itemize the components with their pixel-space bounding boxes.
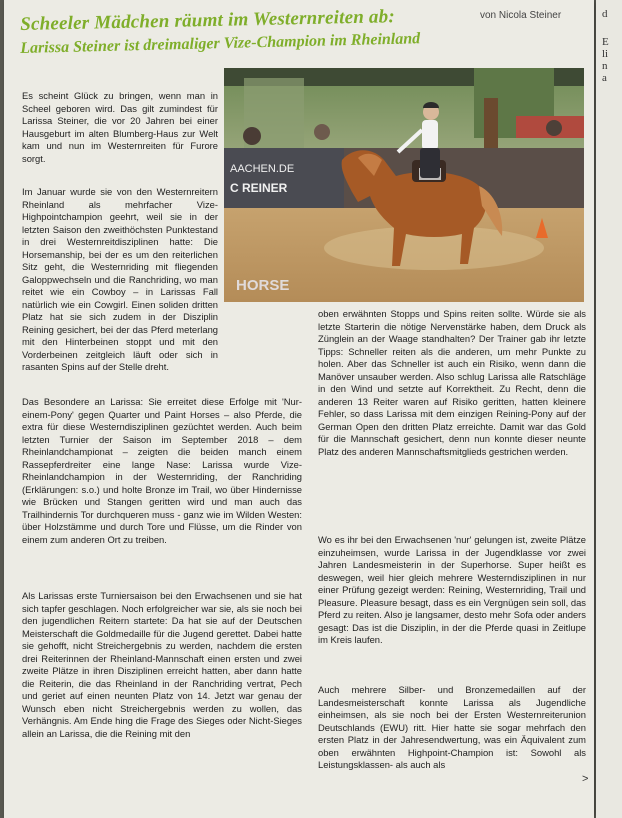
edge-char-4: n xyxy=(602,60,608,72)
subheadline: Larissa Steiner ist dreimaliger Vize-Champion im Rheinland xyxy=(20,30,421,57)
paragraph-1: Es scheint Glück zu bringen, wenn man in Scheel geboren wird. Das gilt zumindest für Larissa Steiner, die vor 20 Jahren bei einer Hausgeburt im alten Blumberg-Haus zur Welt kam und nun im Westernreiten für Furore sorgt. xyxy=(22,90,218,164)
edge-char-5: a xyxy=(602,72,607,84)
paragraph-5: oben erwähnten Stopps und Spins reiten sollte. Würde sie als letzte Starterin die nötige Nervenstärke haben, dem Druck als Zünglein an der Waage standhalten? Der Trainer gab ihr letzte Tipps: Schneller reiten als die anderen, um mehr Punkte zu holen. Aber das Schneller ist auch ein Risiko, wenn dann die Manöver unsauber werden. Also schlug Larissa alle Ratschläge in den Wind und setzte auf Korrektheit. Zu Recht, denn die anderen 13 Reiter waren auf Risiko geritten, hatten kleinere Fehler, so dass Larissa mit dem einzigen Reining-Pony auf der German Open den dritten Platz erreichte. Damit war das Gold für die Mannschaft gesichert, denn nun konnte dieser neunte Platz des anderen Mannschaftsmitglieds gestrichen werden. xyxy=(318,308,586,457)
paragraph-6: Wo es ihr bei den Erwachsenen 'nur' gelungen ist, zweite Plätze einzuheimsen, wurde Larissa in der Jugendklasse vor zwei Jahren Landesmeisterin in der Superhorse. Super heißt es deswegen, weil hier gleich mehrere Westerndisziplinen in nur einer Prüfung gezeigt werden: Reining, Westernriding, Trail und Pleasure. Pleasure besagt, dass es ein Vergnügen sein soll, das Pferd zu reiten. Also je langsamer, desto mehr Sofa oder anders gesagt: Das ist die Disziplin, in der die Pferde quasi in Zeitlupe im Kreis laufen. xyxy=(318,534,586,645)
adjacent-page-edge xyxy=(596,0,622,818)
paragraph-3: Das Besondere an Larissa: Sie erreitet diese Erfolge mit 'Nur-einem-Pony' gegen Quarter und Paint Horses – also Pferde, die extra für diese Westerndisziplinen gezüchtet werden. Auch beim letzten Turnier der Saison im September 2018 – dem Rheinlandchampionat – zeigten die beiden manch einem Rassepferdreiter eine lange Nase: Larissa wurde Vize-Rheinlandchampion in der Westernriding, der Ranchriding (Erklärungen: s.o.) und holte Bronze im Trail, wo über Hindernisse wie Brücken und Stangen geritten wird und man auch das Trailhindernis Tor durchqueren muss - ganz wie im Wilden Westen: über Holzstämme und durch Tore und Flüsse, um die Rinder von einem zum anderen Ort zu treiben. xyxy=(22,396,302,545)
headline: Scheeler Mädchen räumt im Westernreiten ab: xyxy=(20,6,396,35)
continue-arrow: > xyxy=(582,773,589,785)
rider-horse-image xyxy=(224,68,584,302)
paragraph-7: Auch mehrere Silber- und Bronzemedaillen auf der Landesmeisterschaft konnte Larissa als Jugendliche einheimsen, als sie noch bei der Ersten Westernreiterunion Deutschlands (EWU) ritt. Hier hatte sie sogar mehrfach den ersten Platz in der Jahresendwertung, was ein Äquivalent zum oben erwähnten Highpoint-Champion ist: Sowohl als Leistungsklassen- als auch als xyxy=(318,684,586,770)
paragraph-2: Im Januar wurde sie von den Westernreitern Rheinland als mehrfacher Vize-Highpointchampion geehrt, weil sie in der letzten Saison den zweithöchsten Punktestand in drei Westernreitdisziplinen hatte: Die Horsemanship, bei der es um den reiterlichen Sitz geht, die Westernriding mit fliegenden Galoppwechseln und die Ranchriding, wo man reitet wie ein Cowboy – in Larissas Fall natürlich wie ein Cowgirl. Einen soliden dritten Platz hat sie sich zudem in der Disziplin Reining gesichert, bei der das Pferd meterlang mit den Hinterbeinen stoppt und mit den Vorderbeinen zeitgleich läuft oder sich in rasanten Spins auf der Stelle dreht. xyxy=(22,186,218,372)
author-byline: von Nicola Steiner xyxy=(480,10,562,21)
edge-char-2: E xyxy=(602,36,609,48)
article-photo xyxy=(224,68,584,302)
banner-text: AACHEN.DE xyxy=(230,163,295,175)
edge-char-3: li xyxy=(602,48,609,60)
paragraph-4: Als Larissas erste Turniersaison bei den Erwachsenen und sie hat sich tapfer geschlagen. Noch erfolgreicher war sie, als sie noch bei den jugendlichen Reitern startete: Da hat sie auf der Deutschen Meisterschaft die Goldmedaille für die Jugend gerettet. Dabei hatte sie gehofft, nicht Streichergebnis zu werden, nachdem die ersten drei Reiterinnen der Rheinland-Mannschaft einen ersten und zwei zweite Plätze in ihren Disziplinen erreicht hatten, aber dann hatte die Reiterin, die das Rheinland in der Ranchriding vertrat, Pech und geriet auf einen neunten Platz von 14. Jetzt war genau der Wunsch eben nicht Streichergebnis werden zu wollen, das Verhängnis. Am Ende hing die Frage des Sieges oder Nicht-Sieges allein an Larissa, die die Reining mit den xyxy=(22,590,302,739)
photo-watermark: HORSE xyxy=(236,277,290,294)
edge-char-1: d xyxy=(602,8,608,20)
magazine-page xyxy=(4,0,594,818)
banner-text-2: C REINER xyxy=(230,181,288,195)
